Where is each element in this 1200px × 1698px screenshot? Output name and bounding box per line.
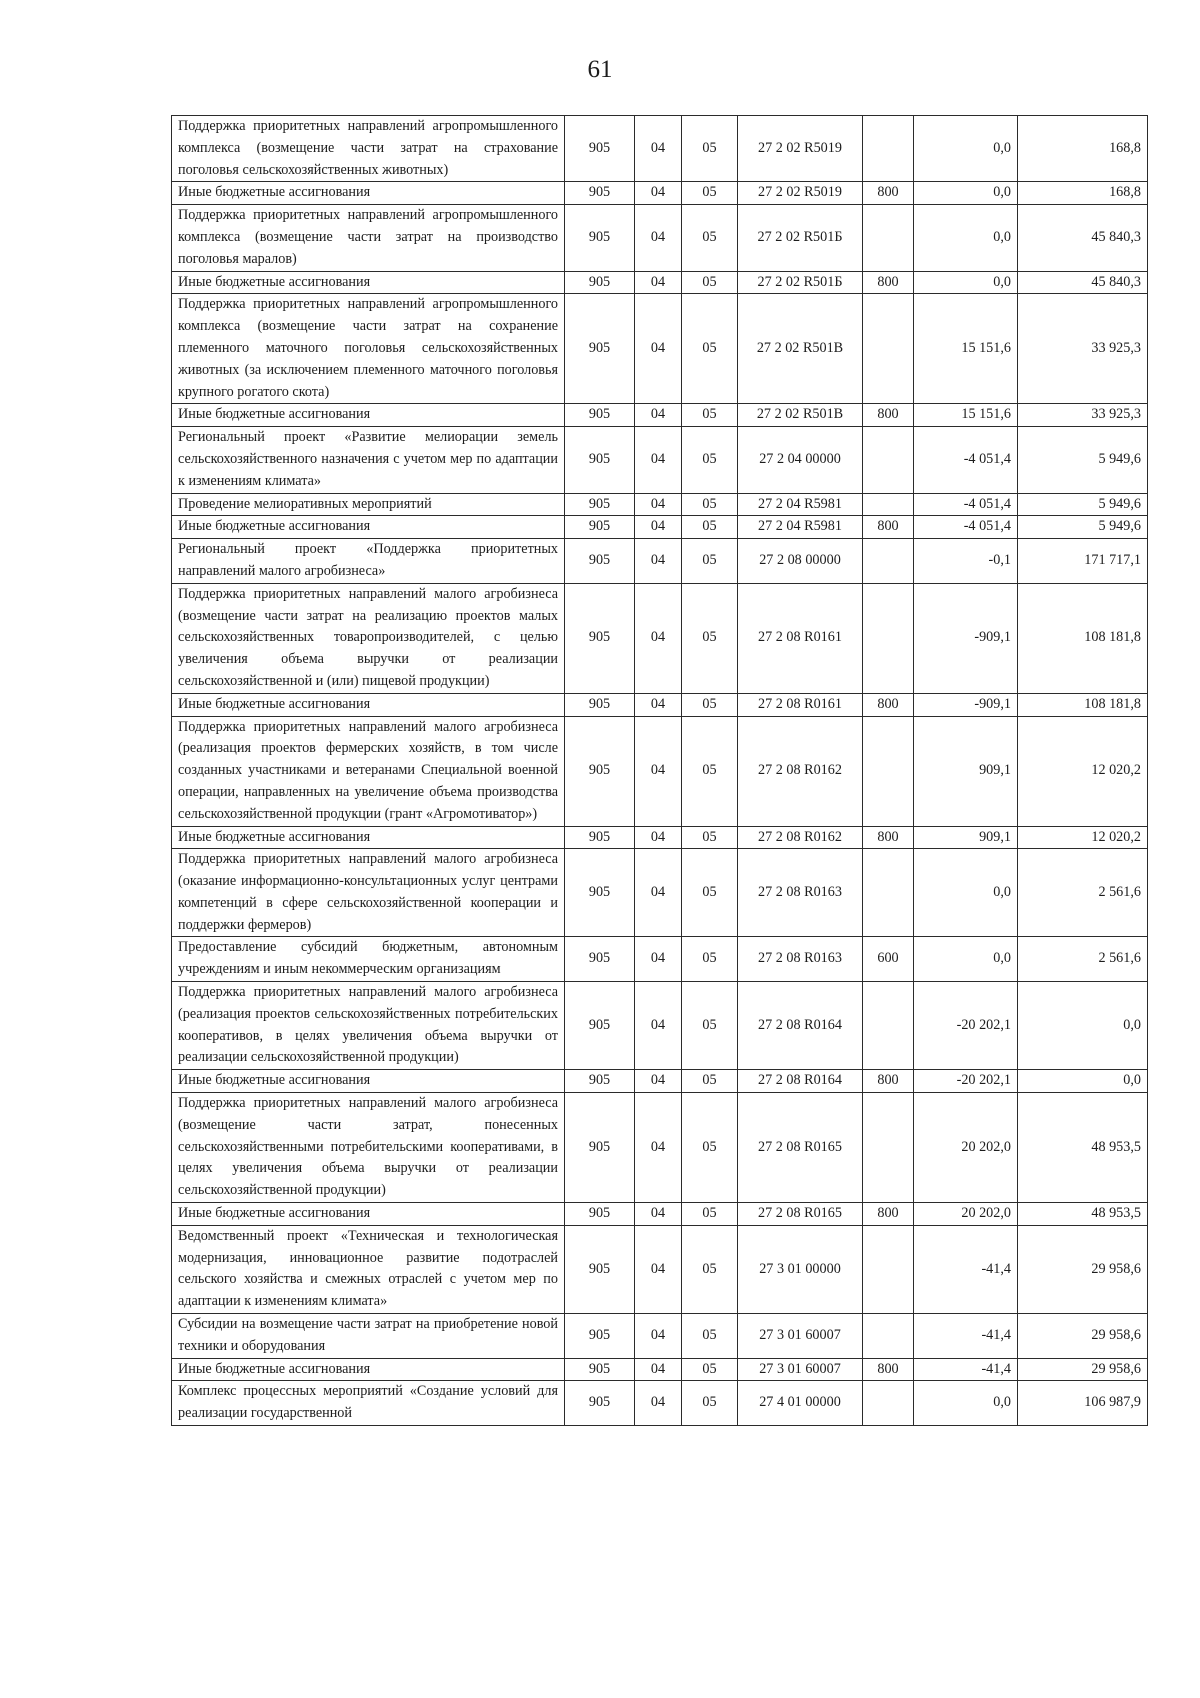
table-row — [172, 427, 1148, 493]
row-change-amount-cell: 909,1 — [914, 826, 1018, 849]
row-section-cell: 04 — [635, 116, 682, 182]
row-target-article-cell: 27 2 04 R5981 — [738, 493, 863, 516]
row-name-cell: Поддержка приоритетных направлений агропромышленного комплекса (возмещение части затрат на страхование поголовья сельскохозяйственных животных) — [172, 116, 565, 182]
row-grbs-cell: 905 — [565, 1314, 635, 1359]
row-target-article-cell: 27 3 01 60007 — [738, 1358, 863, 1381]
row-subsection-cell: 05 — [682, 404, 738, 427]
row-expense-type-cell — [863, 1093, 914, 1203]
row-name-cell: Региональный проект «Поддержка приоритетных направлений малого агробизнеса» — [172, 539, 565, 584]
row-grbs-cell: 905 — [565, 982, 635, 1070]
row-total-amount-cell: 29 958,6 — [1018, 1225, 1148, 1313]
row-subsection-cell: 05 — [682, 516, 738, 539]
row-name-cell: Иные бюджетные ассигнования — [172, 1358, 565, 1381]
table-row — [172, 271, 1148, 294]
row-target-article-cell: 27 3 01 00000 — [738, 1225, 863, 1313]
table-row — [172, 583, 1148, 693]
row-expense-type-cell: 800 — [863, 826, 914, 849]
row-expense-type-cell: 800 — [863, 1203, 914, 1226]
row-total-amount-cell: 168,8 — [1018, 182, 1148, 205]
row-name-cell: Иные бюджетные ассигнования — [172, 182, 565, 205]
row-section-cell: 04 — [635, 849, 682, 937]
table-row — [172, 516, 1148, 539]
table-row — [172, 1070, 1148, 1093]
row-grbs-cell: 905 — [565, 693, 635, 716]
row-subsection-cell: 05 — [682, 182, 738, 205]
row-total-amount-cell: 48 953,5 — [1018, 1093, 1148, 1203]
row-expense-type-cell — [863, 493, 914, 516]
row-section-cell: 04 — [635, 1381, 682, 1426]
row-grbs-cell: 905 — [565, 404, 635, 427]
row-change-amount-cell: 0,0 — [914, 271, 1018, 294]
row-subsection-cell: 05 — [682, 1225, 738, 1313]
row-change-amount-cell: 20 202,0 — [914, 1203, 1018, 1226]
row-expense-type-cell: 800 — [863, 1358, 914, 1381]
row-name-cell: Поддержка приоритетных направлений малого агробизнеса (оказание информационно-консультационных услуг центрами компетенций в сфере сельскохозяйственной кооперации и поддержки фермеров) — [172, 849, 565, 937]
row-name-cell: Комплекс процессных мероприятий «Создание условий для реализации государственной — [172, 1381, 565, 1426]
row-total-amount-cell: 29 958,6 — [1018, 1314, 1148, 1359]
row-change-amount-cell: -20 202,1 — [914, 982, 1018, 1070]
row-grbs-cell: 905 — [565, 493, 635, 516]
row-target-article-cell: 27 2 02 R501Б — [738, 271, 863, 294]
table-row — [172, 205, 1148, 271]
row-total-amount-cell: 106 987,9 — [1018, 1381, 1148, 1426]
row-expense-type-cell: 800 — [863, 182, 914, 205]
row-target-article-cell: 27 2 02 R5019 — [738, 182, 863, 205]
row-target-article-cell: 27 2 08 00000 — [738, 539, 863, 584]
row-name-cell: Региональный проект «Развитие мелиорации земель сельскохозяйственного назначения с учетом мер по адаптации к изменениям климата» — [172, 427, 565, 493]
row-grbs-cell: 905 — [565, 205, 635, 271]
table-row — [172, 294, 1148, 404]
table-row — [172, 1358, 1148, 1381]
row-expense-type-cell — [863, 539, 914, 584]
table-row — [172, 849, 1148, 937]
row-total-amount-cell: 0,0 — [1018, 1070, 1148, 1093]
row-section-cell: 04 — [635, 1358, 682, 1381]
row-expense-type-cell: 600 — [863, 937, 914, 982]
row-grbs-cell: 905 — [565, 294, 635, 404]
row-name-cell: Иные бюджетные ассигнования — [172, 1070, 565, 1093]
row-grbs-cell: 905 — [565, 182, 635, 205]
row-total-amount-cell: 29 958,6 — [1018, 1358, 1148, 1381]
row-name-cell: Поддержка приоритетных направлений малого агробизнеса (реализация проектов сельскохозяйственных потребительских кооперативов, в целях увеличения объема выручки от реализации сельскохозяйственной продукции) — [172, 982, 565, 1070]
row-name-cell: Поддержка приоритетных направлений агропромышленного комплекса (возмещение части затрат на производство поголовья маралов) — [172, 205, 565, 271]
row-change-amount-cell: -41,4 — [914, 1225, 1018, 1313]
row-section-cell: 04 — [635, 693, 682, 716]
row-total-amount-cell: 33 925,3 — [1018, 404, 1148, 427]
row-change-amount-cell: -4 051,4 — [914, 516, 1018, 539]
row-grbs-cell: 905 — [565, 116, 635, 182]
page-number: 61 — [587, 56, 613, 83]
table-row — [172, 693, 1148, 716]
row-expense-type-cell — [863, 294, 914, 404]
row-target-article-cell: 27 2 08 R0164 — [738, 1070, 863, 1093]
row-change-amount-cell: 0,0 — [914, 205, 1018, 271]
row-target-article-cell: 27 2 08 R0164 — [738, 982, 863, 1070]
row-section-cell: 04 — [635, 493, 682, 516]
row-change-amount-cell: 15 151,6 — [914, 294, 1018, 404]
row-total-amount-cell: 5 949,6 — [1018, 516, 1148, 539]
row-section-cell: 04 — [635, 205, 682, 271]
row-section-cell: 04 — [635, 1225, 682, 1313]
table-row — [172, 716, 1148, 826]
table-row — [172, 539, 1148, 584]
row-target-article-cell: 27 2 02 R501Б — [738, 205, 863, 271]
row-target-article-cell: 27 2 08 R0161 — [738, 693, 863, 716]
row-total-amount-cell: 45 840,3 — [1018, 271, 1148, 294]
row-expense-type-cell — [863, 205, 914, 271]
row-grbs-cell: 905 — [565, 1358, 635, 1381]
row-subsection-cell: 05 — [682, 116, 738, 182]
row-change-amount-cell: 0,0 — [914, 1381, 1018, 1426]
row-section-cell: 04 — [635, 516, 682, 539]
row-subsection-cell: 05 — [682, 849, 738, 937]
row-change-amount-cell: -4 051,4 — [914, 493, 1018, 516]
row-expense-type-cell — [863, 982, 914, 1070]
row-change-amount-cell: -41,4 — [914, 1358, 1018, 1381]
row-name-cell: Иные бюджетные ассигнования — [172, 826, 565, 849]
row-grbs-cell: 905 — [565, 539, 635, 584]
row-subsection-cell: 05 — [682, 539, 738, 584]
row-total-amount-cell: 48 953,5 — [1018, 1203, 1148, 1226]
row-change-amount-cell: -20 202,1 — [914, 1070, 1018, 1093]
row-expense-type-cell: 800 — [863, 404, 914, 427]
row-section-cell: 04 — [635, 982, 682, 1070]
row-grbs-cell: 905 — [565, 849, 635, 937]
table-row — [172, 826, 1148, 849]
row-grbs-cell: 905 — [565, 1381, 635, 1426]
row-grbs-cell: 905 — [565, 1093, 635, 1203]
table-row — [172, 982, 1148, 1070]
row-target-article-cell: 27 2 08 R0162 — [738, 716, 863, 826]
row-target-article-cell: 27 3 01 60007 — [738, 1314, 863, 1359]
row-change-amount-cell: -0,1 — [914, 539, 1018, 584]
row-expense-type-cell: 800 — [863, 693, 914, 716]
row-target-article-cell: 27 2 08 R0165 — [738, 1203, 863, 1226]
table-row — [172, 1314, 1148, 1359]
row-section-cell: 04 — [635, 1314, 682, 1359]
row-total-amount-cell: 108 181,8 — [1018, 693, 1148, 716]
row-target-article-cell: 27 2 04 R5981 — [738, 516, 863, 539]
row-name-cell: Иные бюджетные ассигнования — [172, 516, 565, 539]
row-total-amount-cell: 5 949,6 — [1018, 427, 1148, 493]
row-target-article-cell: 27 2 02 R501В — [738, 404, 863, 427]
row-subsection-cell: 05 — [682, 1314, 738, 1359]
row-target-article-cell: 27 2 04 00000 — [738, 427, 863, 493]
row-expense-type-cell — [863, 849, 914, 937]
row-total-amount-cell: 2 561,6 — [1018, 937, 1148, 982]
row-subsection-cell: 05 — [682, 982, 738, 1070]
row-total-amount-cell: 108 181,8 — [1018, 583, 1148, 693]
row-expense-type-cell — [863, 427, 914, 493]
row-section-cell: 04 — [635, 271, 682, 294]
row-subsection-cell: 05 — [682, 427, 738, 493]
row-subsection-cell: 05 — [682, 1203, 738, 1226]
row-subsection-cell: 05 — [682, 693, 738, 716]
row-change-amount-cell: -909,1 — [914, 583, 1018, 693]
table-row — [172, 1381, 1148, 1426]
row-section-cell: 04 — [635, 427, 682, 493]
row-name-cell: Поддержка приоритетных направлений агропромышленного комплекса (возмещение части затрат на сохранение племенного маточного поголовья сельскохозяйственных животных (за исключением племенного маточного поголовья крупного рогатого скота) — [172, 294, 565, 404]
row-section-cell: 04 — [635, 583, 682, 693]
table-row — [172, 182, 1148, 205]
row-name-cell: Поддержка приоритетных направлений малого агробизнеса (реализация проектов фермерских хозяйств, в том числе созданных участниками и ветеранами Специальной военной операции, направленных на увеличение объема производства сельскохозяйственной продукции (грант «Агромотиватор») — [172, 716, 565, 826]
row-target-article-cell: 27 4 01 00000 — [738, 1381, 863, 1426]
row-name-cell: Проведение мелиоративных мероприятий — [172, 493, 565, 516]
row-total-amount-cell: 45 840,3 — [1018, 205, 1148, 271]
row-grbs-cell: 905 — [565, 937, 635, 982]
row-change-amount-cell: 0,0 — [914, 182, 1018, 205]
row-expense-type-cell — [863, 583, 914, 693]
row-subsection-cell: 05 — [682, 1093, 738, 1203]
row-name-cell: Предоставление субсидий бюджетным, автономным учреждениям и иным некоммерческим организациям — [172, 937, 565, 982]
row-section-cell: 04 — [635, 294, 682, 404]
row-total-amount-cell: 12 020,2 — [1018, 716, 1148, 826]
row-total-amount-cell: 0,0 — [1018, 982, 1148, 1070]
row-grbs-cell: 905 — [565, 1070, 635, 1093]
row-name-cell: Поддержка приоритетных направлений малого агробизнеса (возмещение части затрат на реализацию проектов малых сельскохозяйственных товаропроизводителей, с целью увеличения объема выручки от реализации сельскохозяйственной и (или) пищевой продукции) — [172, 583, 565, 693]
row-name-cell: Поддержка приоритетных направлений малого агробизнеса (возмещение части затрат, понесенных сельскохозяйственными потребительскими кооперативами, в целях увеличения объема выручки от реализации сельскохозяйственной продукции) — [172, 1093, 565, 1203]
row-grbs-cell: 905 — [565, 271, 635, 294]
row-expense-type-cell: 800 — [863, 271, 914, 294]
row-expense-type-cell: 800 — [863, 516, 914, 539]
row-target-article-cell: 27 2 02 R5019 — [738, 116, 863, 182]
row-change-amount-cell: -4 051,4 — [914, 427, 1018, 493]
row-subsection-cell: 05 — [682, 1070, 738, 1093]
row-subsection-cell: 05 — [682, 205, 738, 271]
row-target-article-cell: 27 2 08 R0162 — [738, 826, 863, 849]
row-target-article-cell: 27 2 08 R0163 — [738, 937, 863, 982]
row-section-cell: 04 — [635, 1070, 682, 1093]
budget-table — [171, 115, 1148, 1426]
row-grbs-cell: 905 — [565, 826, 635, 849]
row-section-cell: 04 — [635, 539, 682, 584]
row-name-cell: Ведомственный проект «Техническая и технологическая модернизация, инновационное развитие подотраслей сельского хозяйства и смежных отраслей с учетом мер по адаптации к изменениям климата» — [172, 1225, 565, 1313]
row-change-amount-cell: 0,0 — [914, 849, 1018, 937]
row-subsection-cell: 05 — [682, 937, 738, 982]
row-subsection-cell: 05 — [682, 583, 738, 693]
row-target-article-cell: 27 2 08 R0163 — [738, 849, 863, 937]
row-name-cell: Иные бюджетные ассигнования — [172, 404, 565, 427]
row-section-cell: 04 — [635, 937, 682, 982]
row-subsection-cell: 05 — [682, 716, 738, 826]
row-subsection-cell: 05 — [682, 493, 738, 516]
row-expense-type-cell: 800 — [863, 1070, 914, 1093]
row-subsection-cell: 05 — [682, 1358, 738, 1381]
table-row — [172, 1225, 1148, 1313]
row-change-amount-cell: 0,0 — [914, 937, 1018, 982]
row-section-cell: 04 — [635, 182, 682, 205]
row-change-amount-cell: 15 151,6 — [914, 404, 1018, 427]
table-row — [172, 937, 1148, 982]
row-section-cell: 04 — [635, 1093, 682, 1203]
row-expense-type-cell — [863, 116, 914, 182]
row-change-amount-cell: 20 202,0 — [914, 1093, 1018, 1203]
table-row — [172, 493, 1148, 516]
row-name-cell: Субсидии на возмещение части затрат на приобретение новой техники и оборудования — [172, 1314, 565, 1359]
row-expense-type-cell — [863, 1314, 914, 1359]
table-row — [172, 1203, 1148, 1226]
row-target-article-cell: 27 2 08 R0165 — [738, 1093, 863, 1203]
row-section-cell: 04 — [635, 826, 682, 849]
row-target-article-cell: 27 2 02 R501В — [738, 294, 863, 404]
row-total-amount-cell: 168,8 — [1018, 116, 1148, 182]
row-total-amount-cell: 2 561,6 — [1018, 849, 1148, 937]
row-change-amount-cell: 909,1 — [914, 716, 1018, 826]
row-subsection-cell: 05 — [682, 271, 738, 294]
row-change-amount-cell: 0,0 — [914, 116, 1018, 182]
table-body — [172, 116, 1148, 1426]
row-grbs-cell: 905 — [565, 716, 635, 826]
row-subsection-cell: 05 — [682, 826, 738, 849]
row-grbs-cell: 905 — [565, 1225, 635, 1313]
row-section-cell: 04 — [635, 404, 682, 427]
table-row — [172, 404, 1148, 427]
row-total-amount-cell: 33 925,3 — [1018, 294, 1148, 404]
row-total-amount-cell: 12 020,2 — [1018, 826, 1148, 849]
row-expense-type-cell — [863, 716, 914, 826]
row-expense-type-cell — [863, 1225, 914, 1313]
table-row — [172, 1093, 1148, 1203]
row-change-amount-cell: -909,1 — [914, 693, 1018, 716]
row-total-amount-cell: 5 949,6 — [1018, 493, 1148, 516]
row-subsection-cell: 05 — [682, 294, 738, 404]
row-grbs-cell: 905 — [565, 1203, 635, 1226]
row-expense-type-cell — [863, 1381, 914, 1426]
row-subsection-cell: 05 — [682, 1381, 738, 1426]
row-name-cell: Иные бюджетные ассигнования — [172, 1203, 565, 1226]
row-target-article-cell: 27 2 08 R0161 — [738, 583, 863, 693]
row-total-amount-cell: 171 717,1 — [1018, 539, 1148, 584]
row-grbs-cell: 905 — [565, 427, 635, 493]
row-name-cell: Иные бюджетные ассигнования — [172, 271, 565, 294]
row-grbs-cell: 905 — [565, 583, 635, 693]
row-change-amount-cell: -41,4 — [914, 1314, 1018, 1359]
row-name-cell: Иные бюджетные ассигнования — [172, 693, 565, 716]
row-section-cell: 04 — [635, 716, 682, 826]
row-section-cell: 04 — [635, 1203, 682, 1226]
row-grbs-cell: 905 — [565, 516, 635, 539]
table-row — [172, 116, 1148, 182]
